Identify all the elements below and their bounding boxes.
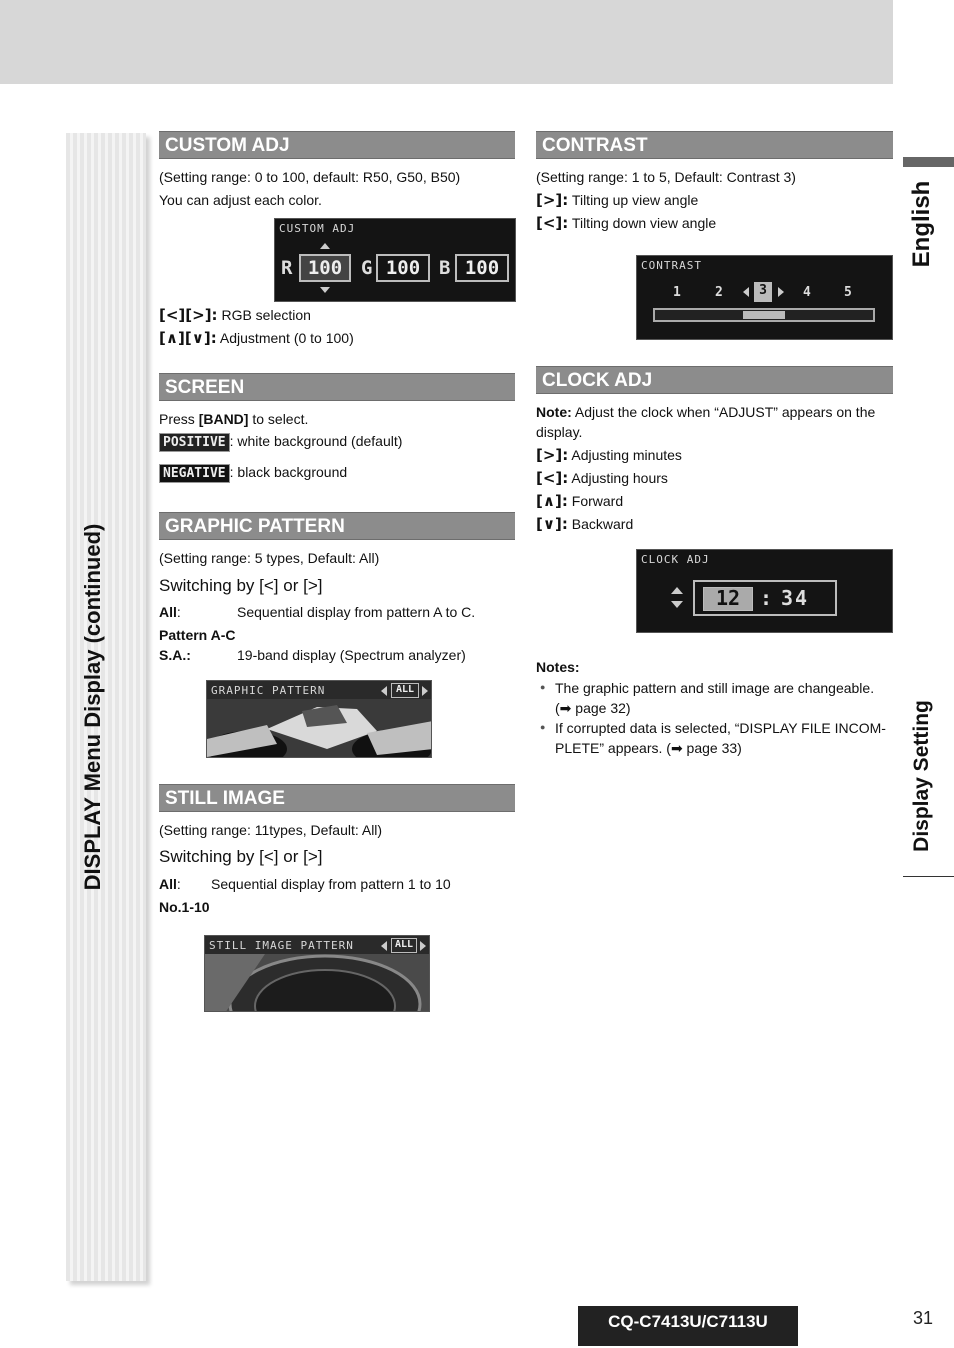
contrast-heading: CONTRAST <box>536 131 893 159</box>
tab-marker <box>903 157 954 167</box>
page-number: 31 <box>913 1308 934 1328</box>
clock-k2: [<]: <box>536 469 569 487</box>
lcd-g-value: 100 <box>376 254 430 282</box>
up-arrow-icon <box>320 243 330 249</box>
contrast-lcd <box>636 255 893 340</box>
dashboard-gauge-image <box>205 954 430 1012</box>
clock-hours: 12 <box>703 587 753 611</box>
contrast-key-left <box>536 214 716 232</box>
clock-k4-desc: Backward <box>571 516 634 532</box>
press-prefix: Press <box>159 411 199 427</box>
press-suffix: to select. <box>248 411 309 427</box>
down-arrow-icon <box>320 287 330 293</box>
sa-desc: 19-band display (Spectrum analyzer) <box>237 647 466 663</box>
custom-adj-key2 <box>159 329 354 347</box>
clock-key-3 <box>536 492 623 510</box>
notes-heading: Notes: <box>536 659 580 675</box>
contrast-slider-track <box>653 308 875 322</box>
graphic-pattern-range: (Setting range: 5 types, Default: All) <box>159 550 380 566</box>
bullet-icon: ● <box>540 722 546 732</box>
negative-desc: : black background <box>229 464 348 480</box>
graphic-pattern-heading: GRAPHIC PATTERN <box>159 512 515 540</box>
all-label: All <box>159 604 177 620</box>
clock-k1-desc: Adjusting minutes <box>571 447 682 463</box>
graphic-pattern-switch: Switching by [<] or [>] <box>159 576 323 595</box>
still-image-lcd-title: STILL IMAGE PATTERN <box>209 939 354 952</box>
positive-desc: : white background (default) <box>229 433 403 449</box>
down-arrow-icon <box>671 601 683 608</box>
model-badge: CQ-C7413U/C7113U <box>578 1306 798 1346</box>
screen-positive <box>159 432 402 452</box>
clock-key-1 <box>536 446 682 464</box>
lcd-g-label: G <box>361 257 373 279</box>
side-strip <box>66 133 146 1281</box>
positive-tag: POSITIVE <box>159 433 230 452</box>
graphic-pattern-lcd <box>206 680 432 758</box>
contrast-slider-thumb <box>743 311 785 319</box>
still-image-switch: Switching by [<] or [>] <box>159 847 323 866</box>
right-arrow-icon <box>778 287 784 297</box>
contrast-level-4: 4 <box>803 285 811 300</box>
note-2-line-1: If corrupted data is selected, “DISPLAY FILE INCOM- <box>555 720 886 736</box>
still-image-all: All: <box>159 876 181 892</box>
still-image-heading: STILL IMAGE <box>159 784 515 812</box>
custom-adj-range: (Setting range: 0 to 100, default: R50, G50, B50) <box>159 169 461 185</box>
screen-negative <box>159 463 347 483</box>
still-image-no-label: No.1-10 <box>159 899 210 915</box>
note-2-line-2: PLETE” appears. (➡ page 33) <box>555 740 742 756</box>
clock-k3-desc: Forward <box>571 493 624 509</box>
race-car-image <box>207 699 432 758</box>
key-up-down: [∧][∨]: <box>159 329 217 347</box>
still-image-lcd-all: ALL <box>391 938 417 953</box>
left-arrow-icon <box>743 287 749 297</box>
tab-display-setting: Display Setting <box>910 700 933 852</box>
clock-separator: : <box>760 586 773 610</box>
still-image-lcd <box>204 935 430 1012</box>
note-text-1: Adjust the clock when “ADJUST” appears on the <box>571 404 876 420</box>
clock-k2-desc: Adjusting hours <box>571 470 668 486</box>
lcd-r-value: 100 <box>299 254 351 282</box>
graphic-pattern-all: All: <box>159 604 181 620</box>
tab-english: English <box>908 180 935 268</box>
key-left-desc: Tilting down view angle <box>571 215 717 231</box>
graphic-pattern-lcd-title: GRAPHIC PATTERN <box>211 684 326 697</box>
custom-adj-lcd-title: CUSTOM ADJ <box>279 222 356 235</box>
contrast-level-3: 3 <box>754 282 772 302</box>
lcd-b-label: B <box>439 257 451 279</box>
clock-adj-lcd-title: CLOCK ADJ <box>641 553 710 566</box>
clock-adj-note <box>536 403 875 421</box>
graphic-pattern-all-desc: Sequential display from pattern A to C. <box>237 604 476 620</box>
lcd-b-value: 100 <box>455 254 509 282</box>
still-image-range: (Setting range: 11types, Default: All) <box>159 822 383 838</box>
clock-adj-note-2: display. <box>536 424 583 440</box>
clock-minutes: 34 <box>781 586 810 610</box>
right-arrow-icon <box>420 941 426 951</box>
key-right: [>]: <box>536 191 569 209</box>
sa-label: S.A.: <box>159 647 191 663</box>
key-left: [<]: <box>536 214 569 232</box>
custom-adj-lcd <box>274 218 516 302</box>
clock-adj-heading: CLOCK ADJ <box>536 366 893 394</box>
clock-k1: [>]: <box>536 446 569 464</box>
key2-desc: Adjustment (0 to 100) <box>219 330 354 346</box>
contrast-level-1: 1 <box>673 285 681 300</box>
key-right-desc: Tilting up view angle <box>571 192 699 208</box>
note-1-line-2: (➡ page 32) <box>555 700 631 716</box>
contrast-key-right <box>536 191 698 209</box>
graphic-pattern-lcd-all: ALL <box>391 683 419 698</box>
side-title: DISPLAY Menu Display (continued) <box>80 523 105 891</box>
still-all-label: All <box>159 876 177 892</box>
contrast-range: (Setting range: 1 to 5, Default: Contrast 3) <box>536 169 796 185</box>
tab-divider <box>903 876 954 877</box>
up-arrow-icon <box>671 587 683 594</box>
key1-desc: RGB selection <box>221 307 311 323</box>
screen-press <box>159 410 308 428</box>
clock-k4: [∨]: <box>536 515 568 533</box>
key-left-right: [<][>]: <box>159 306 218 324</box>
negative-tag: NEGATIVE <box>159 464 230 483</box>
contrast-lcd-title: CONTRAST <box>641 259 702 272</box>
custom-adj-desc: You can adjust each color. <box>159 192 322 208</box>
screen-heading: SCREEN <box>159 373 515 401</box>
pattern-ac-label: Pattern A-C <box>159 627 236 643</box>
left-arrow-icon <box>381 941 387 951</box>
band-key: [BAND] <box>198 411 249 427</box>
right-arrow-icon <box>422 686 428 696</box>
custom-adj-heading: CUSTOM ADJ <box>159 131 515 159</box>
custom-adj-key1 <box>159 306 311 324</box>
left-arrow-icon <box>381 686 387 696</box>
contrast-level-2: 2 <box>715 285 723 300</box>
note-label: Note: <box>536 404 572 420</box>
lcd-r-label: R <box>281 257 293 279</box>
clock-k3: [∧]: <box>536 492 568 510</box>
clock-adj-lcd <box>636 549 893 633</box>
clock-key-4 <box>536 515 633 533</box>
contrast-level-5: 5 <box>844 285 852 300</box>
clock-key-2 <box>536 469 668 487</box>
note-1-line-1: The graphic pattern and still image are changeable. <box>555 680 875 696</box>
bullet-icon: ● <box>540 682 546 692</box>
header-band <box>0 0 893 84</box>
still-image-all-desc: Sequential display from pattern 1 to 10 <box>211 876 451 892</box>
